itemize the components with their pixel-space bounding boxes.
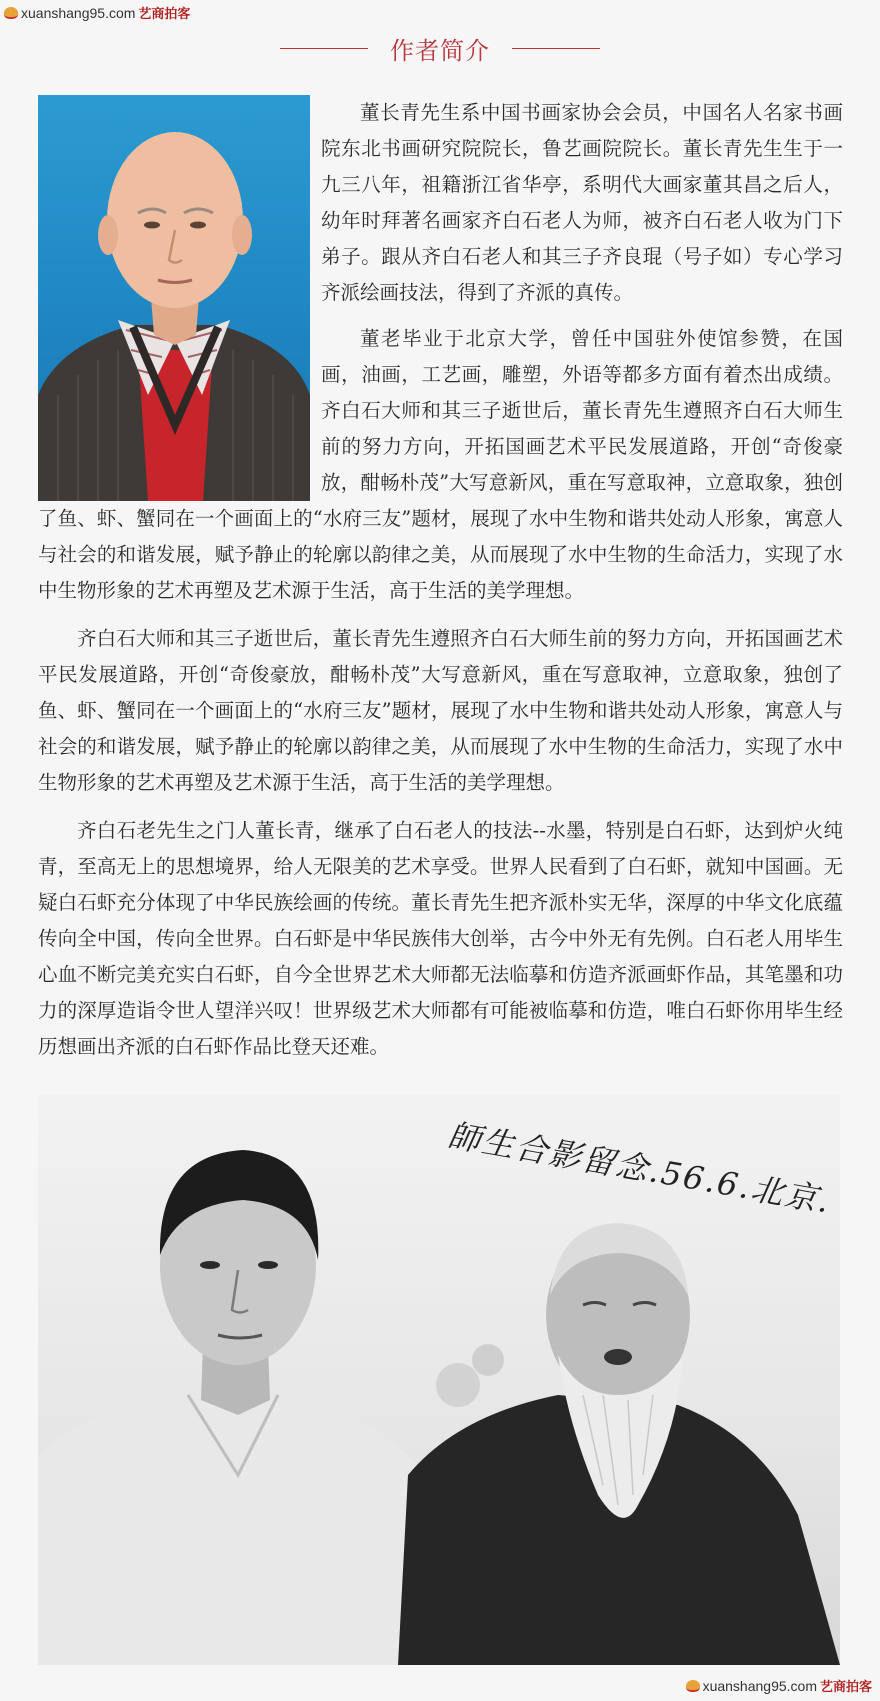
watermark-site-bottom: xuanshang95.com xyxy=(702,1677,817,1694)
bio-paragraph-1: 董长青先生系中国书画家协会会员，中国名人名家书画院东北书画研究院院长，鲁艺画院院长。董长青先生生于一九三八年，祖籍浙江省华亭，系明代大画家董其昌之后人，幼年时拜著名画家齐白石老人为师，被齐白石老人收为门下弟子。跟从齐白石老人和其三子齐良琨（号子如）专心学习齐派绘画技法，得到了齐派的真传。 xyxy=(321,101,843,304)
bio-paragraph-2: 董老毕业于北京大学，曾任中国驻外使馆参赞，在国画，油画，工艺画，雕塑，外语等都多方面有着杰出成绩。齐白石大师和其三子逝世后，董长青先生遵照齐白石大师生前的努力方向，开拓国画艺术平民发展道路，开创“奇俊豪放，酣畅朴茂”大写意新风，重在写意取神，立意取象，独创了鱼、虾、蟹同在一个画面上的“水府三友”题材，展现了水中生物和谐共处动人形象，寓意人与社会的和谐发展，赋予静止的轮廓以韵律之美，从而展现了水中生物的生命活力，实现了水中生物形象的艺术再塑及艺术源于生活，高于生活的美学理想。 xyxy=(38,327,843,602)
site-watermark-top xyxy=(4,3,190,22)
title-divider-left xyxy=(280,48,368,49)
author-biography xyxy=(38,95,843,1065)
bio-paragraph-3: 齐白石大师和其三子逝世后，董长青先生遵照齐白石大师生前的努力方向，开拓国画艺术平民发展道路，开创“奇俊豪放，酣畅朴茂”大写意新风，重在写意取神，立意取象，独创了鱼、虾、蟹同在一个画面上的“水府三友”题材，展现了水中生物和谐共处动人形象，寓意人与社会的和谐发展，赋予静止的轮廓以韵律之美，从而展现了水中生物的生命活力，实现了水中生物形象的艺术再塑及艺术源于生活，高于生活的美学理想。 xyxy=(38,627,843,794)
logo-icon xyxy=(4,7,18,19)
logo-icon-bottom xyxy=(686,1680,700,1692)
title-divider-right xyxy=(512,48,600,49)
photo-inscription: 師生合影留念.56.6.北京. xyxy=(445,1115,834,1221)
watermark-brand: 艺商拍客 xyxy=(138,7,191,22)
site-watermark-bottom xyxy=(686,1676,872,1695)
watermark-brand-bottom: 艺商拍客 xyxy=(819,1680,872,1695)
portrait-spacer xyxy=(38,95,321,501)
bio-paragraph-4: 齐白石老先生之门人董长青，继承了白石老人的技法--水墨，特别是白石虾，达到炉火纯青，至高无上的思想境界，给人无限美的艺术享受。世界人民看到了白石虾，就知中国画。无疑白石虾充分体现了中华民族绘画的传统。董长青先生把齐派朴实无华，深厚的中华文化底蕴传向全中国，传向全世界。白石虾是中华民族伟大创举，古今中外无有先例。白石老人用毕生心血不断完美充实白石虾，自今全世界艺术大师都无法临摹和仿造齐派画虾作品，其笔墨和功力的深厚造诣令世人望洋兴叹！世界级艺术大师都有可能被临摹和仿造，唯白石虾你用毕生经历想画出齐派的白石虾作品比登天还难。 xyxy=(38,819,843,1058)
page-title: 作者简介 xyxy=(390,36,490,65)
section-header xyxy=(0,28,880,68)
watermark-site: xuanshang95.com xyxy=(21,4,136,21)
